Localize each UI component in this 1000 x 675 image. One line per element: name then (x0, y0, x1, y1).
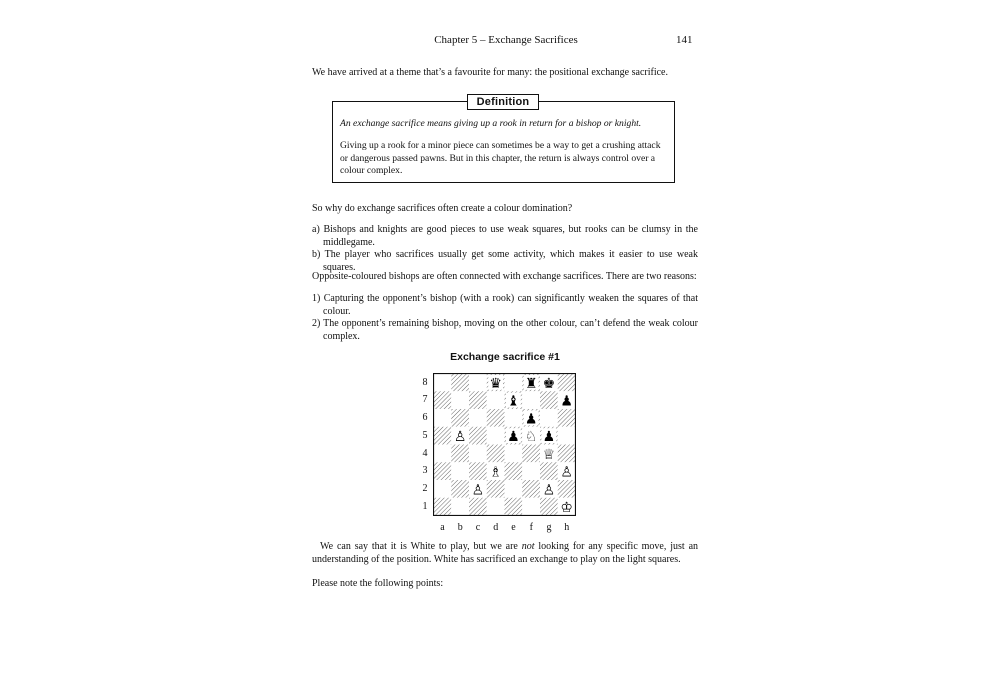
board-square-a5 (434, 427, 452, 445)
white-bishop-icon: ♗ (489, 464, 502, 481)
black-king-icon: ♚ (542, 375, 556, 392)
file-label: d (493, 522, 499, 533)
board-square-e3 (505, 462, 523, 480)
board-square-c5 (469, 427, 487, 445)
intro-paragraph: We have arrived at a theme that’s a favourite for many: the positional exchange sacrifice. (312, 67, 668, 78)
page-number: 141 (676, 34, 693, 46)
board-square-a2 (434, 480, 452, 498)
board-square-f3 (522, 462, 540, 480)
board-square-b3 (451, 462, 469, 480)
board-square-d2 (487, 480, 505, 498)
board-square-a6 (434, 409, 452, 427)
board-square-b4 (451, 445, 469, 463)
board-square-b8 (451, 374, 469, 392)
board-square-f1 (522, 498, 540, 516)
board-square-h5 (558, 427, 576, 445)
rank-label: 2 (422, 483, 428, 494)
board-square-d5 (487, 427, 505, 445)
board-square-h8 (558, 374, 576, 392)
board-square-f2 (522, 480, 540, 498)
closing-paragraph: Please note the following points: (312, 578, 444, 589)
board-square-d6 (487, 409, 505, 427)
black-bishop-icon: ♝ (507, 393, 520, 410)
board-square-c7 (469, 391, 487, 409)
board-square-e1 (505, 498, 523, 516)
after-text-part2: looking for any specific move, just an understanding of the position. White has sacrificed an exchange to play on the light squares. (312, 541, 699, 565)
board-square-e2 (505, 480, 523, 498)
board-square-b6 (451, 409, 469, 427)
definition-label: Definition (467, 94, 539, 110)
board-square-e6 (505, 409, 523, 427)
board-square-b7 (451, 391, 469, 409)
file-label: a (440, 522, 445, 533)
rank-label: 1 (422, 500, 428, 512)
board-square-e8 (505, 374, 523, 392)
board-square-f7 (522, 391, 540, 409)
board-square-a3 (434, 462, 452, 480)
board-square-h4 (558, 445, 576, 463)
black-rook-icon: ♜ (524, 375, 538, 392)
opposite-bishops-paragraph: Opposite-coloured bishops are often connected with exchange sacrifices. There are two reasons: (312, 271, 697, 282)
white-knight-icon: ♘ (524, 429, 538, 446)
rank-label: 3 (422, 465, 428, 477)
board-square-b1 (451, 498, 469, 516)
board-square-g7 (540, 391, 558, 409)
board-square-e4 (505, 445, 523, 463)
after-diagram-paragraph (312, 540, 698, 566)
black-pawn-icon: ♟ (524, 411, 538, 428)
board-square-a8 (434, 374, 452, 392)
board-square-h2 (558, 480, 576, 498)
rank-label: 8 (422, 376, 428, 388)
board-square-h6 (558, 409, 576, 427)
white-pawn-icon: ♙ (560, 464, 573, 481)
rank-label: 7 (422, 394, 428, 406)
list-item: 1) Capturing the opponent’s bishop (with a rook) can significantly weaken the squares of that colour. (312, 293, 698, 317)
file-label: c (475, 522, 481, 533)
white-queen-icon: ♕ (542, 446, 556, 463)
file-label: b (457, 522, 463, 533)
file-label: h (564, 522, 570, 533)
board-square-c3 (469, 462, 487, 480)
board-square-b2 (451, 480, 469, 498)
board-square-a4 (434, 445, 452, 463)
board-square-g3 (540, 462, 558, 480)
white-pawn-icon: ♙ (471, 482, 485, 499)
rank-label: 6 (422, 412, 428, 423)
file-label: g (546, 522, 552, 533)
list-item: a) Bishops and knights are good pieces to use weak squares, but rooks can be clumsy in the middlegame. (312, 224, 698, 248)
black-pawn-icon: ♟ (542, 429, 556, 446)
black-pawn-icon: ♟ (507, 429, 520, 446)
diagram-title: Exchange sacrifice #1 (450, 351, 560, 363)
board-square-c4 (469, 445, 487, 463)
black-pawn-icon: ♟ (560, 393, 573, 410)
board-square-d7 (487, 391, 505, 409)
board-square-g1 (540, 498, 558, 516)
board-square-f4 (522, 445, 540, 463)
white-pawn-icon: ♙ (542, 482, 556, 499)
reasons-list-a (312, 224, 698, 274)
board-square-c1 (469, 498, 487, 516)
definition-italic-text: An exchange sacrifice means giving up a rook in return for a bishop or knight. (340, 118, 642, 129)
board-square-d4 (487, 445, 505, 463)
chess-board (433, 373, 576, 516)
board-square-g6 (540, 409, 558, 427)
board-square-a1 (434, 498, 452, 516)
board-square-a7 (434, 391, 452, 409)
reasons-list-b (312, 293, 698, 343)
running-header-title: Chapter 5 – Exchange Sacrifices (434, 34, 578, 46)
list-item: 2) The opponent’s remaining bishop, moving on the other colour, can’t defend the weak colour complex. (312, 318, 698, 342)
file-label: e (511, 522, 516, 533)
question-paragraph: So why do exchange sacrifices often create a colour domination? (312, 203, 573, 214)
rank-label: 4 (422, 447, 428, 459)
after-text-part1: We can say that it is White to play, but we are (320, 541, 522, 552)
white-pawn-icon: ♙ (453, 429, 467, 446)
board-square-c6 (469, 409, 487, 427)
board-square-c8 (469, 374, 487, 392)
list-item: b) The player who sacrifices usually get some activity, which makes it easier to use weak squares. (312, 249, 698, 273)
white-king-icon: ♔ (560, 500, 573, 516)
definition-body-text: Giving up a rook for a minor piece can sometimes be a way to get a crushing attack or dangerous passed pawns. But in this chapter, the return is always control over a colour complex. (340, 140, 661, 176)
rank-label: 5 (422, 429, 428, 441)
board-square-d1 (487, 498, 505, 516)
file-label: f (529, 522, 533, 533)
black-queen-icon: ♛ (489, 375, 502, 392)
after-text-emphasis: not (521, 541, 535, 552)
